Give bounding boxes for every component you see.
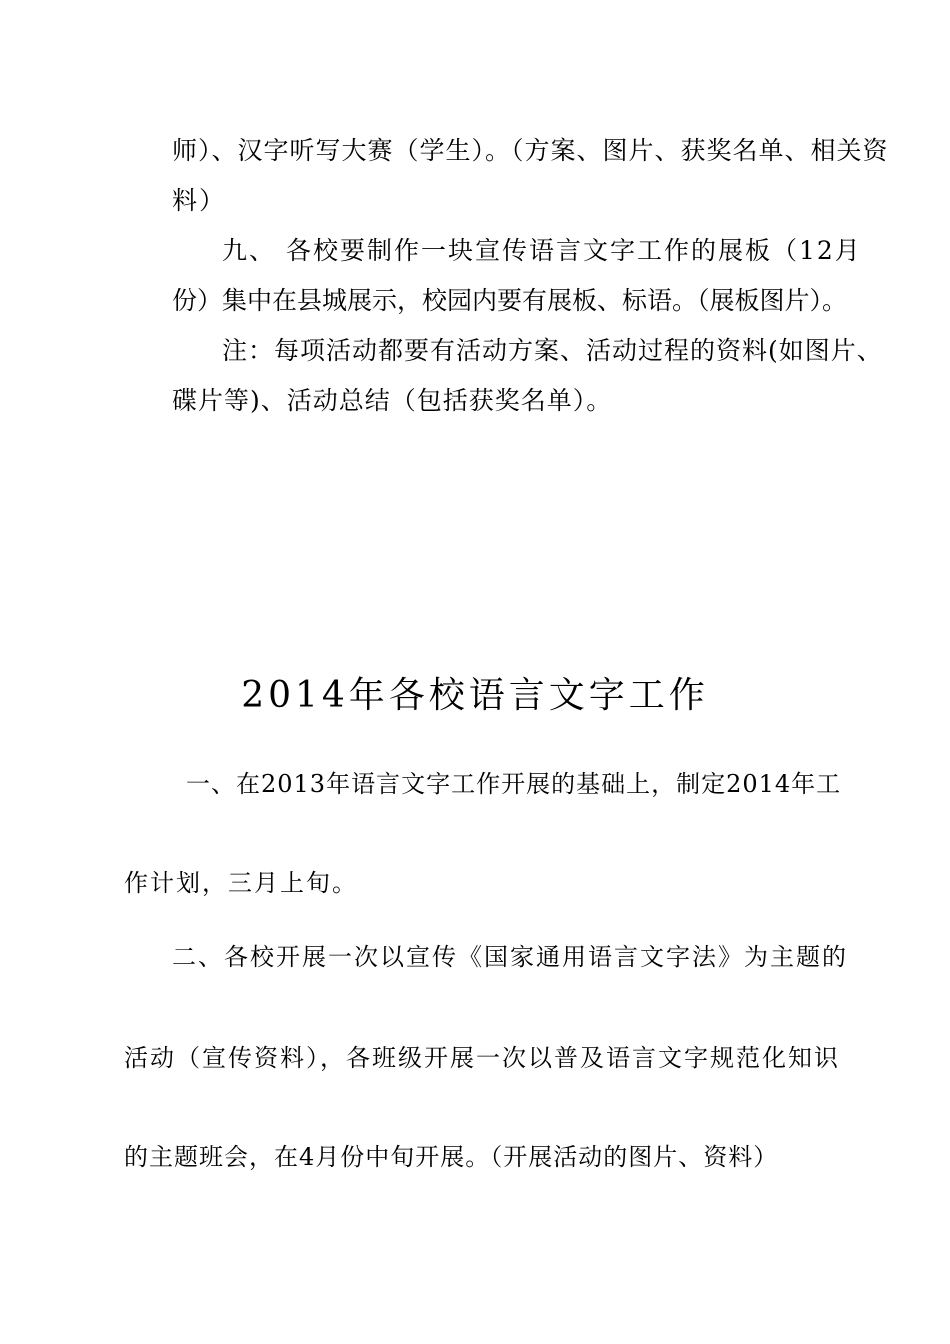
paragraph-line: 碟片等)、活动总结（包括获奖名单）。 [172,386,613,415]
paragraph-line: 作计划，三月上旬。 [124,869,358,897]
paragraph-line: 活动（宣传资料），各班级开展一次以普及语言文字规范化知识 [124,1044,840,1072]
paragraph-line: 一、在2013年语言文字工作开展的基础上，制定2014年工 [186,770,842,798]
paragraph-line: 份）集中在县城展示，校园内要有展板、标语。（展板图片）。 [172,286,848,315]
section-title: 2014年各校语言文字工作 [241,675,709,716]
paragraph-line: 注：每项活动都要有活动方案、活动过程的资料(如图片、 [222,336,883,365]
paragraph-line: 师）、汉字听写大赛（学生）。（方案、图片、获奖名单、相关资 [172,136,889,165]
paragraph-line: 料） [172,186,227,215]
paragraph-line: 二、各校开展一次以宣传《国家通用语言文字法》为主题的 [172,943,848,971]
paragraph-line: 九、 各校要制作一块宣传语言文字工作的展板（12月 [222,236,862,265]
paragraph-line: 的主题班会，在4月份中旬开展。（开展活动的图片、资料） [124,1143,779,1171]
